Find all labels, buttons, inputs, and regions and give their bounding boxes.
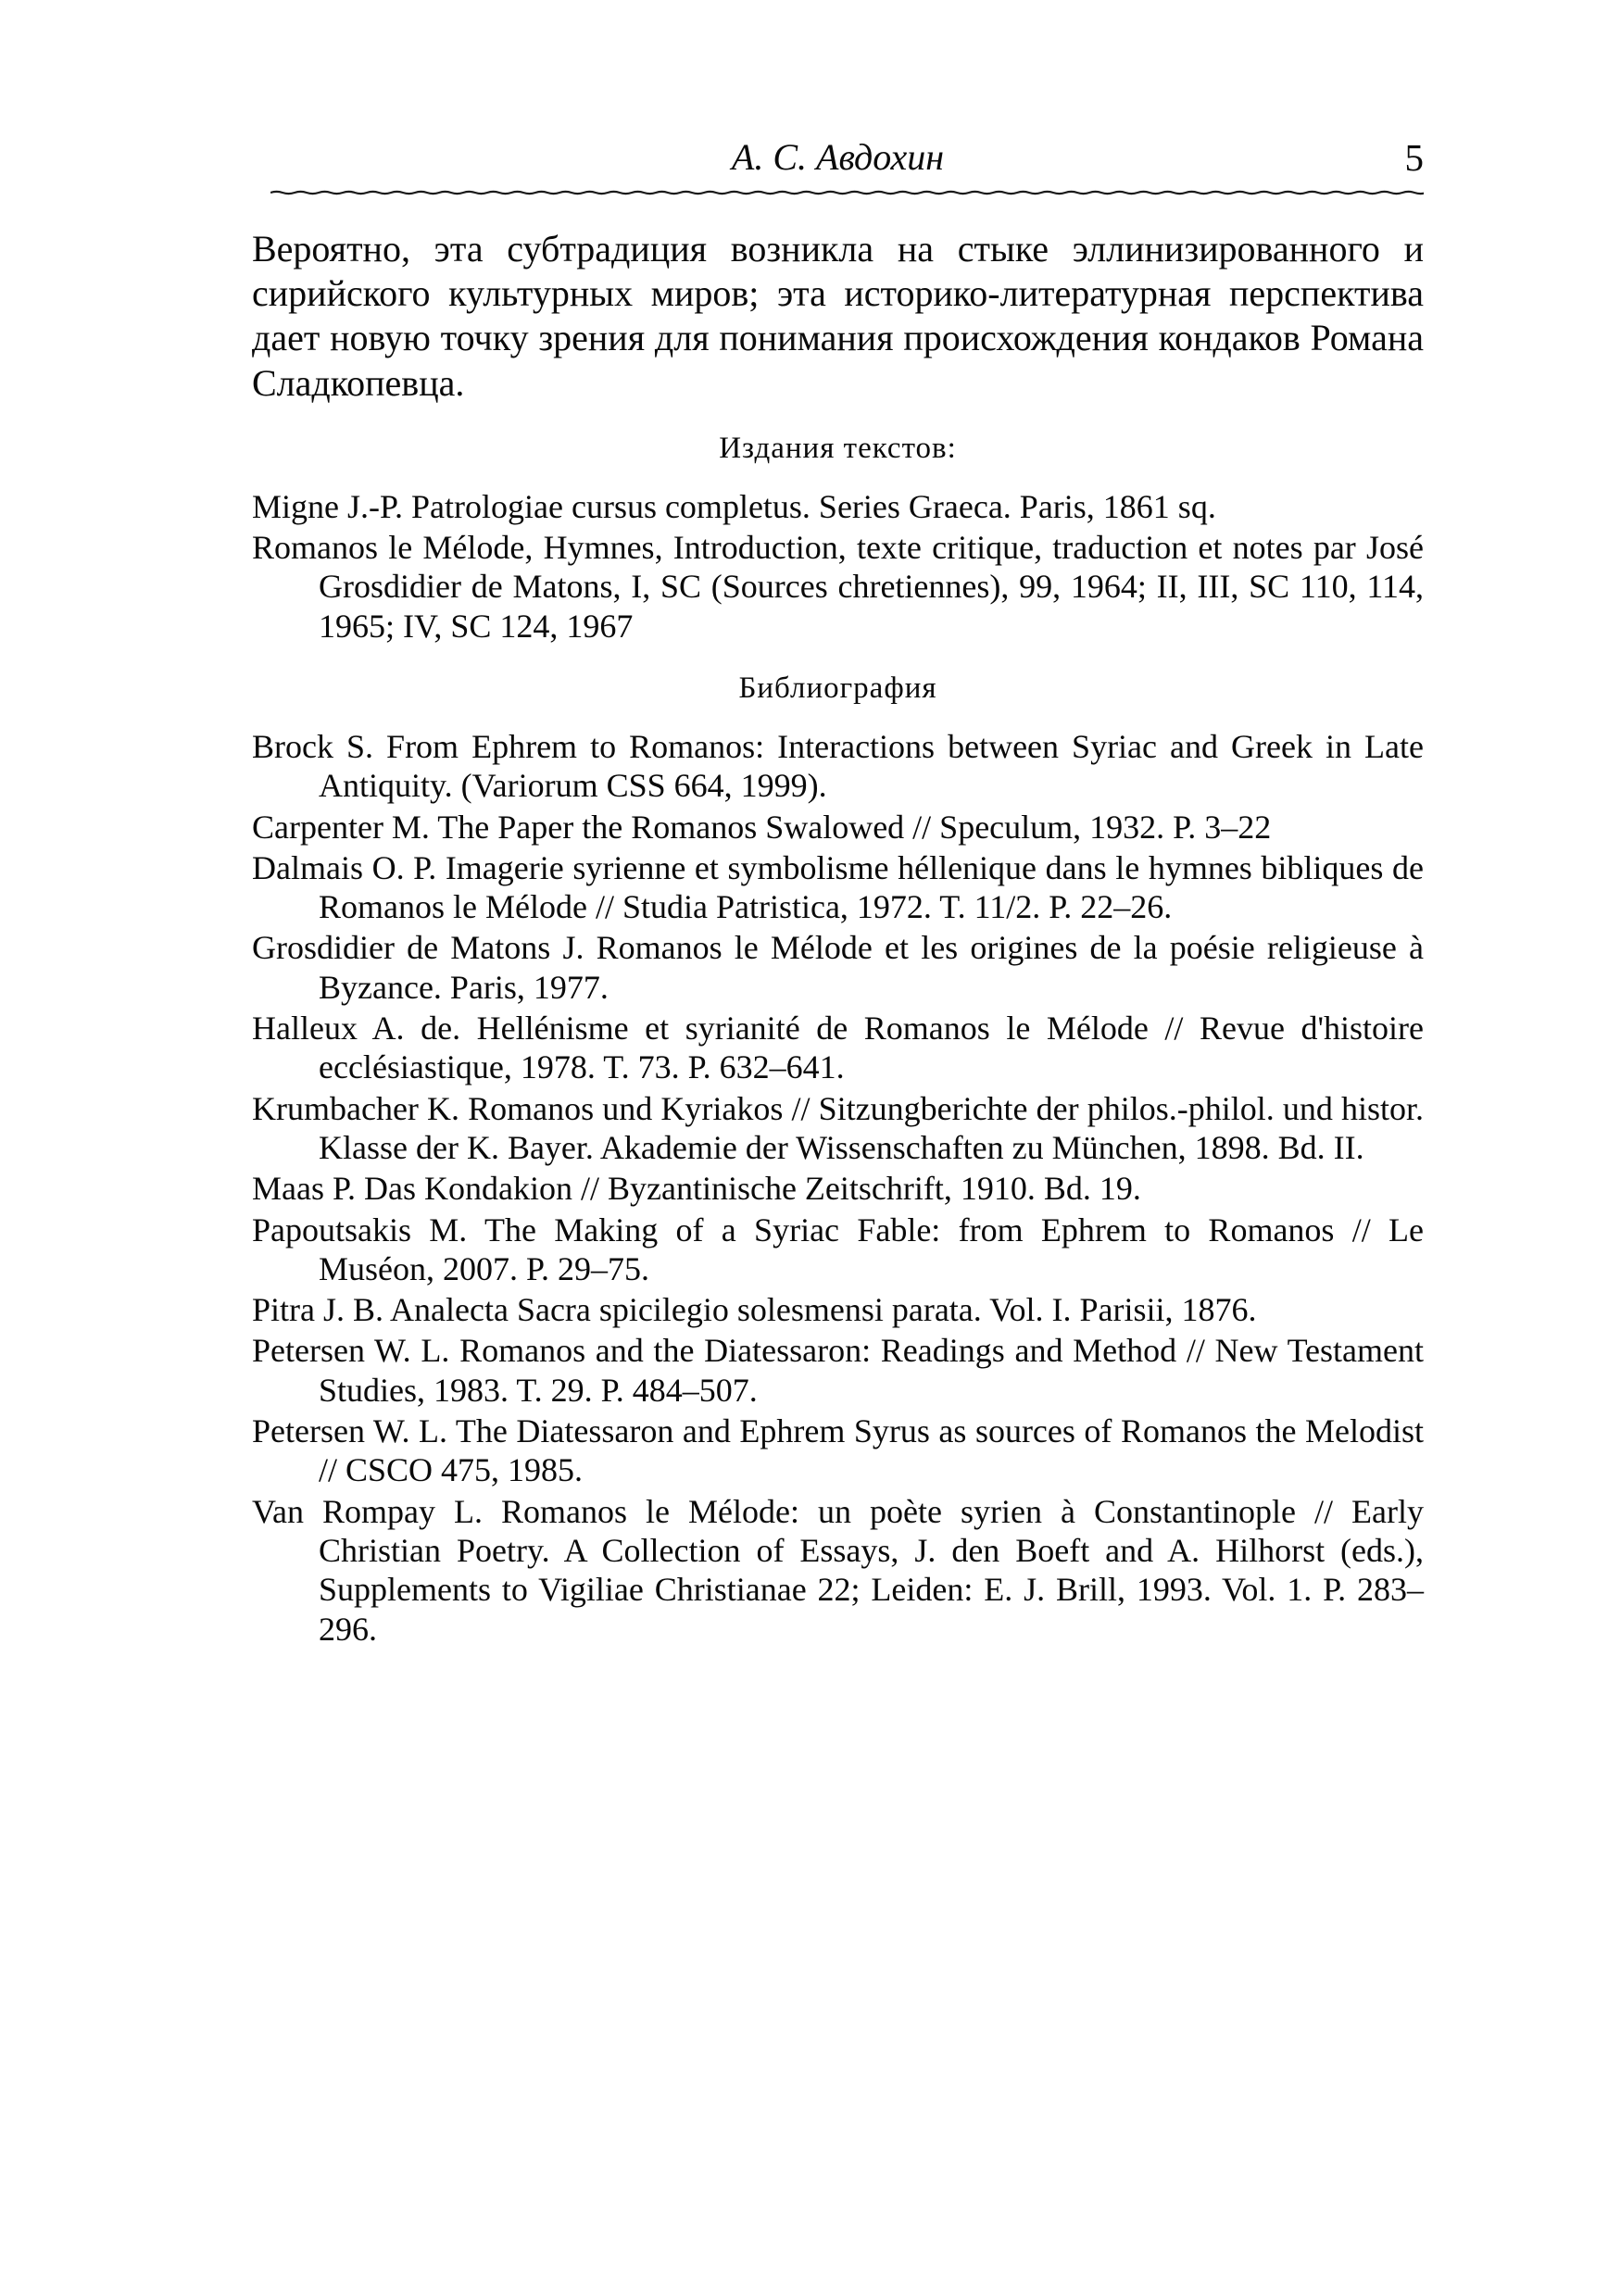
page-header [252,130,1424,185]
bibliography-heading: Библиография [738,671,937,705]
header-rule [270,188,1424,197]
bibliography-list [252,727,1424,1649]
edition-entry: Romanos le Mélode, Hymnes, Introduction, texte critique, traduction et notes par José Grosdidier de Matons, I, SC (Sources chretiennes), 99, 1964; II, III, SC 110, 114, 1965; IV, SC 124, 1967 [252,529,1424,645]
bibliography-entry: Pitra J. B. Analecta Sacra spicilegio solesmensi parata. Vol. I. Parisii, 1876. [252,1291,1257,1329]
page-body [252,227,1424,1650]
page-number: 5 [1404,136,1424,179]
bibliography-entry: Dalmais O. P. Imagerie syrienne et symbolisme héllenique dans le hymnes bibliques de Romanos le Mélode // Studia Patristica, 1972. T. 11/2. P. 22–26. [252,848,1424,926]
intro-paragraph: Вероятно, эта субтрадиция возникла на стыке эллинизированного и сирийского культурных миров; эта историко-литературная перспектива дает новую точку зрения для понимания происхождения кондаков Романа Сладкопевца. [252,228,1424,404]
bibliography-entry: Petersen W. L. The Diatessaron and Ephrem Syrus as sources of Romanos the Melodist // CSCO 475, 1985. [252,1412,1424,1489]
bibliography-entry: Brock S. From Ephrem to Romanos: Interactions between Syriac and Greek in Late Antiquity. (Variorum CSS 664, 1999). [252,728,1424,805]
editions-heading: Издания текстов: [719,431,957,465]
bibliography-entry: Maas P. Das Kondakion // Byzantinische Zeitschrift, 1910. Bd. 19. [252,1170,1141,1208]
bibliography-entry: Grosdidier de Matons J. Romanos le Mélode et les origines de la poésie religieuse à Byzance. Paris, 1977. [252,929,1424,1006]
bibliography-entry: Halleux A. de. Hellénisme et syrianité de Romanos le Mélode // Revue d'histoire ecclésiastique, 1978. T. 73. P. 632–641. [252,1010,1424,1086]
running-head: А. С. Авдохин [731,136,945,178]
bibliography-entry: Van Rompay L. Romanos le Mélode: un poète syrien à Constantinople // Early Christian Poetry. A Collection of Essays, J. den Boeft and A. Hilhorst (eds.), Supplements to Vigiliae Christianae 22; Leiden: E. J. Brill, 1993. Vol. 1. P. 283–296. [252,1492,1424,1648]
editions-list [252,487,1424,646]
bibliography-entry: Petersen W. L. Romanos and the Diatessaron: Readings and Method // New Testament Studies, 1983. T. 29. P. 484–507. [252,1332,1424,1409]
edition-entry: Migne J.-P. Patrologiae cursus completus. Series Graeca. Paris, 1861 sq. [252,487,1216,525]
bibliography-entry: Krumbacher K. Romanos und Kyriakos // Sitzungberichte der philos.-philol. und histor. Klasse der K. Bayer. Akademie der Wissenschaften zu München, 1898. Bd. II. [252,1089,1424,1166]
bibliography-entry: Papoutsakis M. The Making of a Syriac Fable: from Ephrem to Romanos // Le Muséon, 2007. P. 29–75. [252,1211,1424,1287]
bibliography-entry: Carpenter M. The Paper the Romanos Swalowed // Speculum, 1932. P. 3–22 [252,808,1272,846]
